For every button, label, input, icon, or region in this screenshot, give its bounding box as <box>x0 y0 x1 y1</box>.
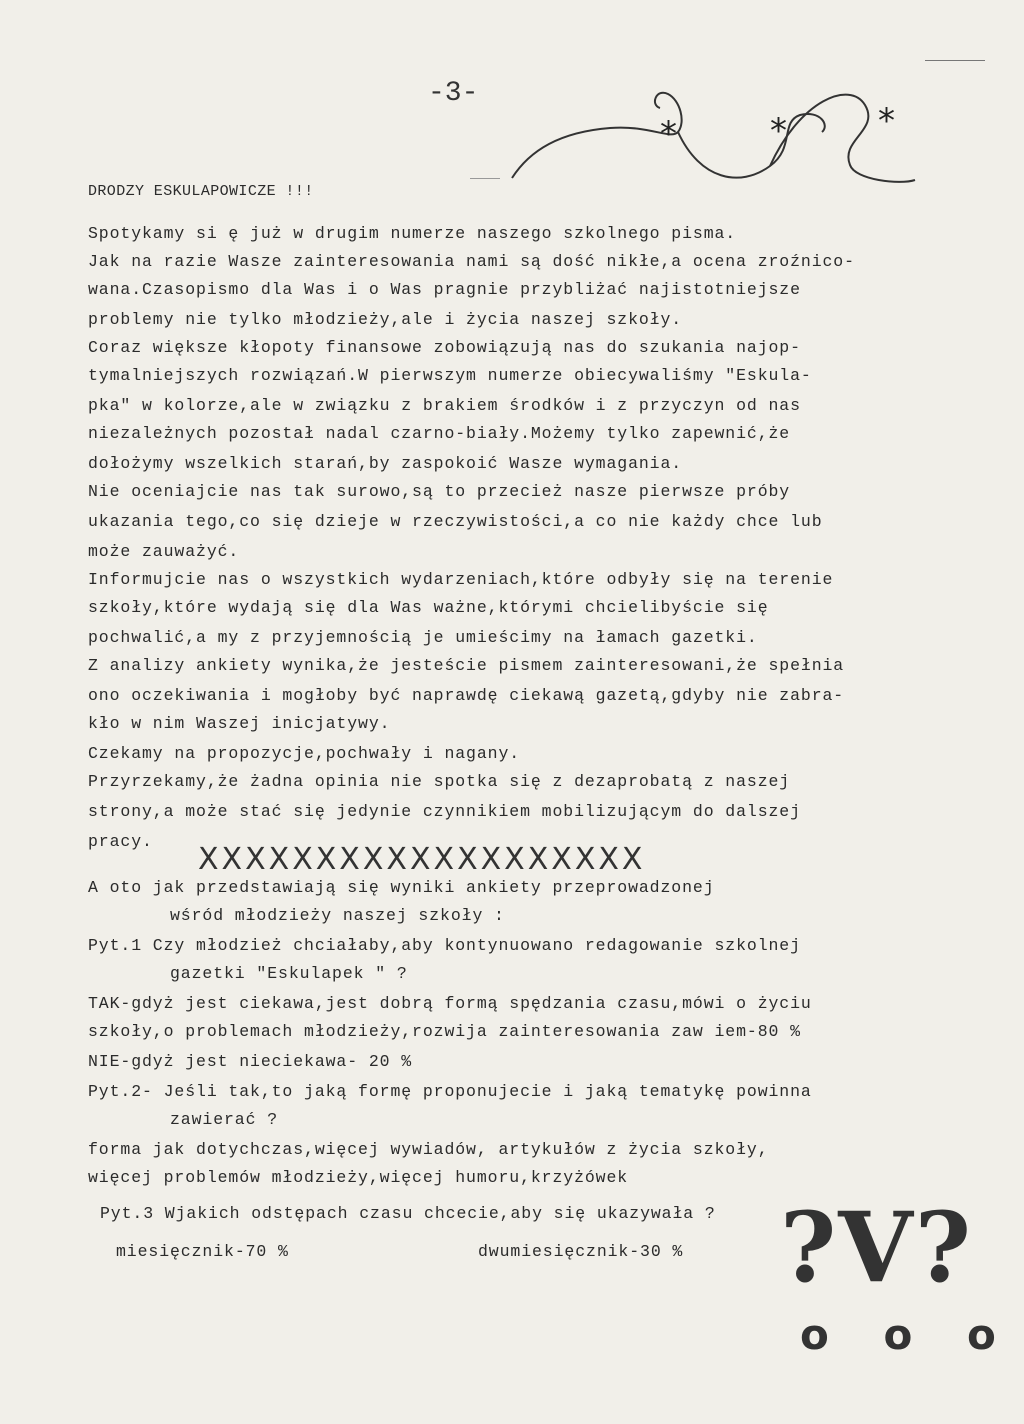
text-line: gazetki "Eskulapek " ? <box>170 964 408 983</box>
text-line: tymalniejszych rozwiązań.W pierwszym numerze obiecywaliśmy "Eskula- <box>88 366 812 385</box>
asterisk-3: * <box>878 101 895 141</box>
text-line: Nie oceniajcie nas tak surowo,są to przecież nasze pierwsze próby <box>88 482 791 501</box>
text-line: niezależnych pozostał nadal czarno-biały.Możemy tylko zapewnić,że <box>88 424 791 443</box>
page-number: -3- <box>428 78 479 109</box>
text-line: pochwalić,a my z przyjemnością je umieścimy na łamach gazetki. <box>88 628 758 647</box>
question-marks: ?V? <box>780 1191 973 1304</box>
star-swirl-ornament <box>500 70 920 195</box>
asterisk-1: * <box>660 114 677 154</box>
text-line: ono oczekiwania i mogłoby być naprawdę ciekawą gazetą,gdyby nie zabra- <box>88 686 845 705</box>
text-line: wana.Czasopismo dla Was i o Was pragnie przybliżać najistotniejsze <box>88 280 801 299</box>
text-line: Z analizy ankiety wynika,że jesteście pismem zainteresowani,że spełnia <box>88 656 845 675</box>
question-dots: o o o <box>800 1310 1016 1359</box>
cross-divider: XXXXXXXXXXXXXXXXXXX <box>198 842 646 877</box>
stray-dash <box>470 178 500 179</box>
answer-bimonthly: dwumiesięcznik-30 % <box>478 1242 684 1261</box>
text-line: Jak na razie Wasze zainteresowania nami są dość nikłe,a ocena zroźnico- <box>88 252 855 271</box>
text-line: więcej problemów młodzieży,więcej humoru,krzyżówek <box>88 1168 629 1187</box>
text-line: Czekamy na propozycje,pochwały i nagany. <box>88 744 521 763</box>
text-line: pka" w kolorze,ale w związku z brakiem środków i z przyczyn od nas <box>88 396 801 415</box>
text-line: kło w nim Waszej inicjatywy. <box>88 714 391 733</box>
text-line: Informujcie nas o wszystkich wydarzeniach,które odbyły się na terenie <box>88 570 834 589</box>
text-line: szkoły,które wydają się dla Was ważne,którymi chcielibyście się <box>88 598 769 617</box>
text-line: forma jak dotychczas,więcej wywiadów, artykułów z życia szkoły, <box>88 1140 769 1159</box>
answer-yes: TAK-gdyż jest ciekawa,jest dobrą formą spędzania czasu,mówi o życiu <box>88 994 812 1013</box>
text-line: zawierać ? <box>170 1110 279 1129</box>
text-line: A oto jak przedstawiają się wyniki ankiety przeprowadzonej <box>88 878 715 897</box>
corner-mark <box>925 60 985 61</box>
swirl-drawing <box>500 70 920 190</box>
greeting-heading: DRODZY ESKULAPOWICZE !!! <box>88 183 314 200</box>
answer-monthly: miesięcznik-70 % <box>116 1242 289 1261</box>
text-line: dołożymy wszelkich starań,by zaspokoić Wasze wymagania. <box>88 454 683 473</box>
question-marks-drawing <box>780 1191 1016 1359</box>
text-line: pracy. <box>88 832 153 851</box>
text-line: Spotykamy si ę już w drugim numerze naszego szkolnego pisma. <box>88 224 737 243</box>
question-2: Pyt.2- Jeśli tak,to jaką formę proponujecie i jaką tematykę powinna <box>88 1082 812 1101</box>
text-line: Przyrzekamy,że żadna opinia nie spotka się z dezaprobatą z naszej <box>88 772 791 791</box>
text-line: strony,a może stać się jedynie czynnikiem mobilizującym do dalszej <box>88 802 801 821</box>
question-3: Pyt.3 Wjakich odstępach czasu chcecie,aby się ukazywała ? <box>100 1204 716 1223</box>
asterisk-2: * <box>770 111 787 151</box>
answer-no: NIE-gdyż jest nieciekawa- 20 % <box>88 1052 413 1071</box>
text-line: Coraz większe kłopoty finansowe zobowiązują nas do szukania najop- <box>88 338 801 357</box>
text-line: może zauważyć. <box>88 542 240 561</box>
text-line: szkoły,o problemach młodzieży,rozwija zainteresowania zaw iem-80 % <box>88 1022 801 1041</box>
text-line: problemy nie tylko młodzieży,ale i życia naszej szkoły. <box>88 310 683 329</box>
question-1: Pyt.1 Czy młodzież chciałaby,aby kontynuowano redagowanie szkolnej <box>88 936 801 955</box>
text-line: ukazania tego,co się dzieje w rzeczywistości,a co nie każdy chce lub <box>88 512 823 531</box>
text-line: wśród młodzieży naszej szkoły : <box>170 906 505 925</box>
